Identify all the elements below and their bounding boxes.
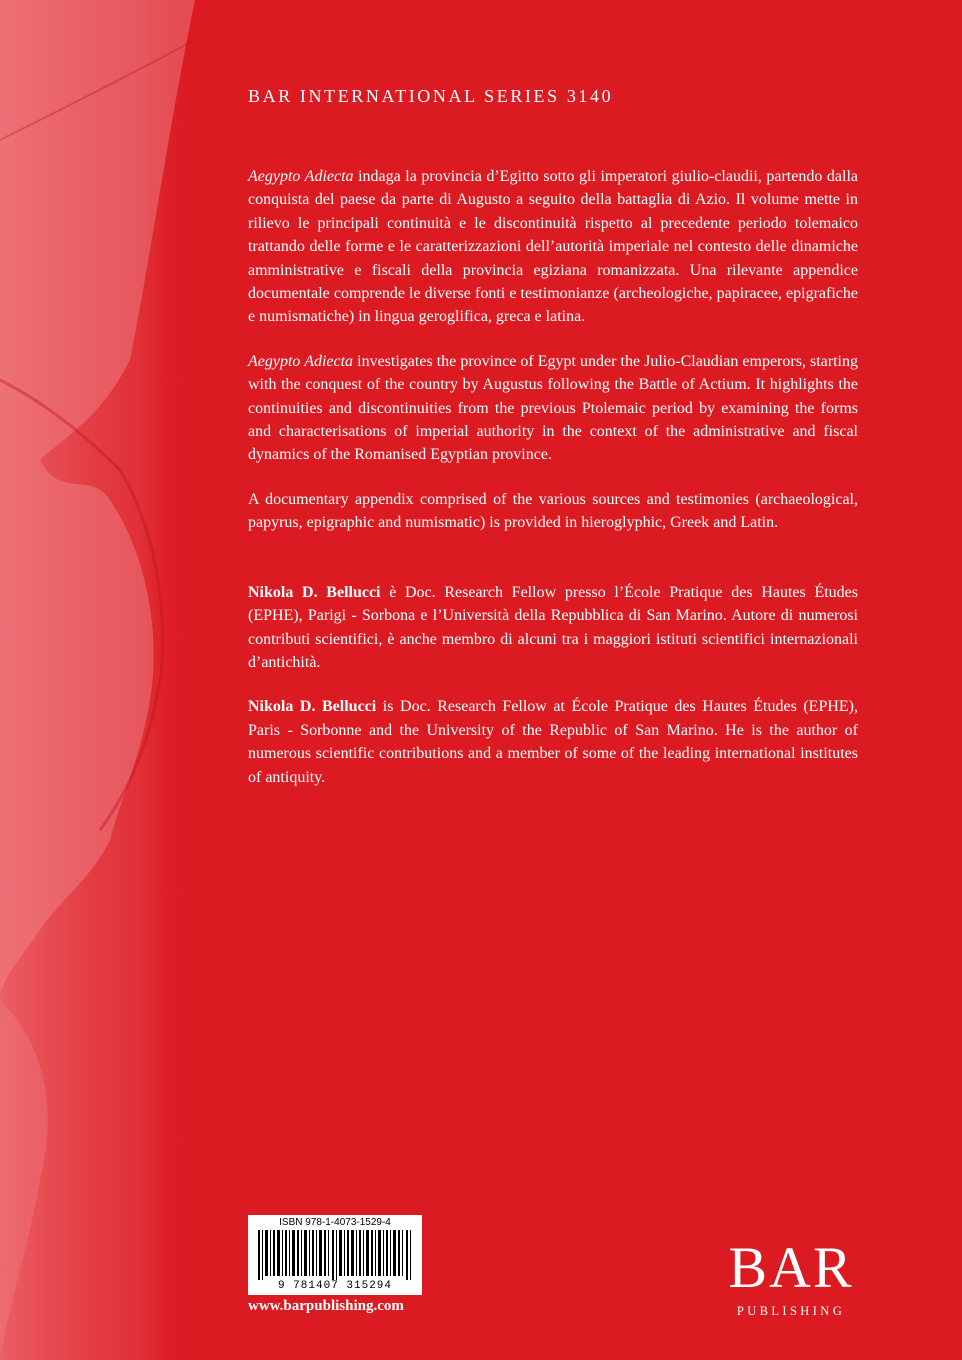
publisher-website-link[interactable]: www.barpublishing.com: [248, 1298, 404, 1314]
isbn-label: ISBN 978-1-4073-1529-4: [279, 1217, 391, 1228]
english-description: [248, 350, 858, 467]
author-bio-english: [248, 695, 858, 789]
logo-main-text: BAR: [728, 1235, 854, 1300]
italian-description: [248, 165, 858, 329]
english-description-text: investigates the province of Egypt under the Julio-Claudian emperors, starting with the conquest of the country by Augustus following the Battle of Actium. It highlights the continuities and discontinuities from the previous Ptolemaic period by examining the forms and characterisations of imperial authority in the context of the administrative and fiscal dynamics of the Romanised Egyptian province.: [248, 352, 858, 464]
author-bio-english-text: is Doc. Research Fellow at École Pratique des Hautes Études (EPHE), Paris - Sorbonne and the University of the Republic of San Marino. He is the author of numerous scientific contributions and a member of some of the leading international institutes of antiquity.: [248, 698, 859, 786]
bar-publishing-logo: [724, 1235, 858, 1319]
isbn-digits: 9 781407 315294: [277, 1280, 393, 1292]
main-text-block: [248, 86, 858, 810]
isbn-barcode: [248, 1215, 422, 1295]
english-appendix-note: A documentary appendix comprised of the various sources and testimonies (archaeological, papyrus, epigraphic and numismatic) is provided in hieroglyphic, Greek and Latin.: [248, 490, 858, 532]
logo-sub-text: PUBLISHING: [736, 1304, 846, 1318]
augustus-statue-image: [0, 0, 200, 1360]
book-title-italic: Aegypto Adiecta: [248, 168, 354, 185]
barcode-bars-icon: [256, 1230, 414, 1280]
book-title-italic: Aegypto Adiecta: [248, 352, 354, 370]
series-title: BAR INTERNATIONAL SERIES 3140: [248, 86, 614, 106]
italian-description-text: indaga la provincia d’Egitto sotto gli imperatori giulio-claudii, partendo dalla conquista del paese da parte di Augusto a seguito della battaglia di Azio. Il volume mette in rilievo le principali continuità e le discontinuità rispetto al precedente periodo tolemaico trattando delle forme e le caratterizzazioni dell’autorità imperiale nel contesto delle dinamiche amministrative e fiscali della provincia egiziana romanizzata. Una rilevante appendice documentale comprende le diverse fonti e testimonianze (archeologiche, papiracee, epigrafiche e numismatiche) in lingua geroglifica, greca e latina.: [248, 168, 858, 326]
author-name: Nikola D. Bellucci: [248, 698, 377, 716]
author-bio-italian-text: è Doc. Research Fellow presso l’École Pratique des Hautes Études (EPHE), Parigi - Sorbona e l’Università della Repubblica di San Marino. Autore di numerosi contributi scientifici, è anche membro di alcuni tra i maggiori istituti scientifici internazionali d’antichità.: [248, 583, 858, 671]
author-name: Nikola D. Bellucci: [248, 583, 381, 601]
author-bio-italian: [248, 581, 858, 675]
